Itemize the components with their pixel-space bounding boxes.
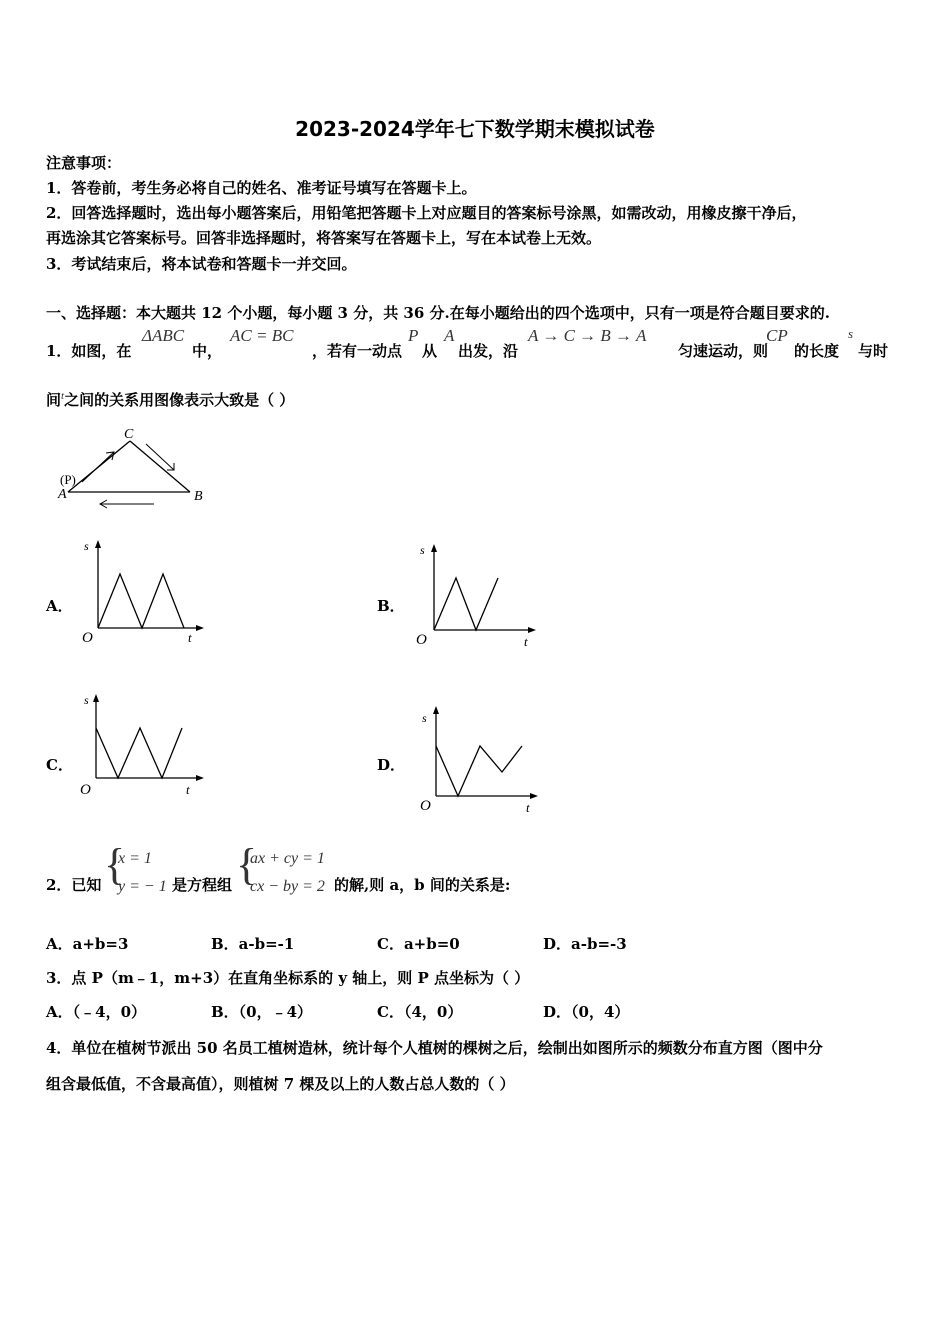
notice-heading: 注意事项： [46, 154, 122, 172]
section-heading: 一、选择题：本大题共 12 个小题，每小题 3 分，共 36 分.在每小题给出的四个选项中，只有一项是符合题目要求的. [46, 304, 830, 322]
label-p: (P) [60, 472, 76, 487]
graph-option-c[interactable] [78, 690, 218, 802]
q2-option-c[interactable]: C．a+b=0 [377, 935, 460, 953]
s-label: s [422, 711, 427, 725]
q2-option-d[interactable]: D．a-b=-3 [543, 935, 627, 953]
notice-item: 3．考试结束后，将本试卷和答题卡一并交回。 [46, 255, 357, 273]
system1-eq1: x = 1 [118, 850, 152, 867]
x-axis-arrow [196, 775, 204, 781]
system2-eq2: cx − by = 2 [250, 878, 325, 895]
question-2-end: 的解,则 a，b 间的关系是: [334, 876, 511, 894]
origin-label: O [82, 630, 93, 646]
label-c: C [124, 427, 134, 442]
notice-item: 再选涂其它答案标号。回答非选择题时，将答案写在答题卡上，写在本试卷上无效。 [46, 229, 602, 247]
q3-option-b[interactable]: B．（0，﹣4） [211, 1003, 313, 1021]
label-a: A [58, 487, 67, 502]
option-c-label[interactable]: C． [46, 756, 73, 774]
option-b-label[interactable]: B． [377, 597, 405, 615]
origin-label: O [420, 798, 431, 814]
label-b: B [194, 489, 203, 504]
graph-option-d[interactable] [416, 702, 556, 814]
q3-option-d[interactable]: D．（0，4） [543, 1003, 630, 1021]
s-label: s [420, 543, 425, 557]
s-label: s [84, 693, 89, 707]
question-4-stem-line2: 组含最低值，不含最高值），则植树 7 棵及以上的人数占总人数的（ ） [46, 1075, 515, 1093]
y-axis-arrow [95, 540, 101, 548]
system1-eq2: y = − 1 [118, 878, 167, 895]
t-label: t [526, 800, 530, 814]
t-label: t [186, 782, 190, 797]
curve [96, 728, 182, 778]
x-axis-arrow [528, 627, 536, 633]
arrow-ac [82, 452, 114, 482]
notice-item: 2．回答选择题时，选出每小题答案后，用铅笔把答题卡上对应题目的答案标号涂黑，如需改动，用橡皮擦干净后， [46, 204, 807, 222]
origin-label: O [416, 632, 427, 648]
q2-option-b[interactable]: B．a-b=-1 [211, 935, 295, 953]
q2-option-a[interactable]: A．a+b=3 [46, 935, 129, 953]
q3-option-c[interactable]: C．（4，0） [377, 1003, 463, 1021]
curve [434, 578, 498, 630]
y-axis-arrow [431, 544, 437, 552]
graph-option-b[interactable] [414, 540, 554, 652]
x-axis-arrow [196, 625, 204, 631]
triangle-figure [56, 424, 216, 512]
option-d-label[interactable]: D． [377, 756, 406, 774]
t-label: t [524, 634, 528, 649]
question-1-stem-line2: 间$^t$之间的关系用图像表示大致是（ ） [46, 390, 295, 409]
notice-item: 1．答卷前，考生务必将自己的姓名、准考证号填写在答题卡上。 [46, 179, 477, 197]
graph-option-a[interactable] [78, 536, 218, 648]
system2-eq1: ax + cy = 1 [250, 850, 325, 867]
y-axis-arrow [433, 706, 439, 714]
page-title: 2023-2024学年七下数学期末模拟试卷 [295, 117, 655, 141]
q3-option-a[interactable]: A．（﹣4，0） [46, 1003, 147, 1021]
s-label: s [84, 539, 89, 553]
y-axis-arrow [93, 694, 99, 702]
question-4-stem-line1: 4．单位在植树节派出 50 名员工植树造林，统计每个人植树的棵树之后，绘制出如图所示的频数分布直方图（图中分 [46, 1039, 823, 1057]
curve [98, 574, 184, 628]
left-brace: { [236, 840, 258, 889]
origin-label: O [80, 782, 91, 798]
curve [436, 746, 522, 796]
left-brace: { [104, 840, 126, 889]
x-axis-arrow [530, 793, 538, 799]
side-cb [130, 441, 190, 492]
question-2-intro: 2．已知 [46, 876, 102, 894]
option-a-label[interactable]: A． [46, 597, 73, 615]
question-3-stem: 3．点 P（m﹣1，m+3）在直角坐标系的 y 轴上，则 P 点坐标为（ ） [46, 969, 530, 987]
question-2-mid: 是方程组 [172, 876, 233, 894]
t-label: t [188, 630, 192, 645]
